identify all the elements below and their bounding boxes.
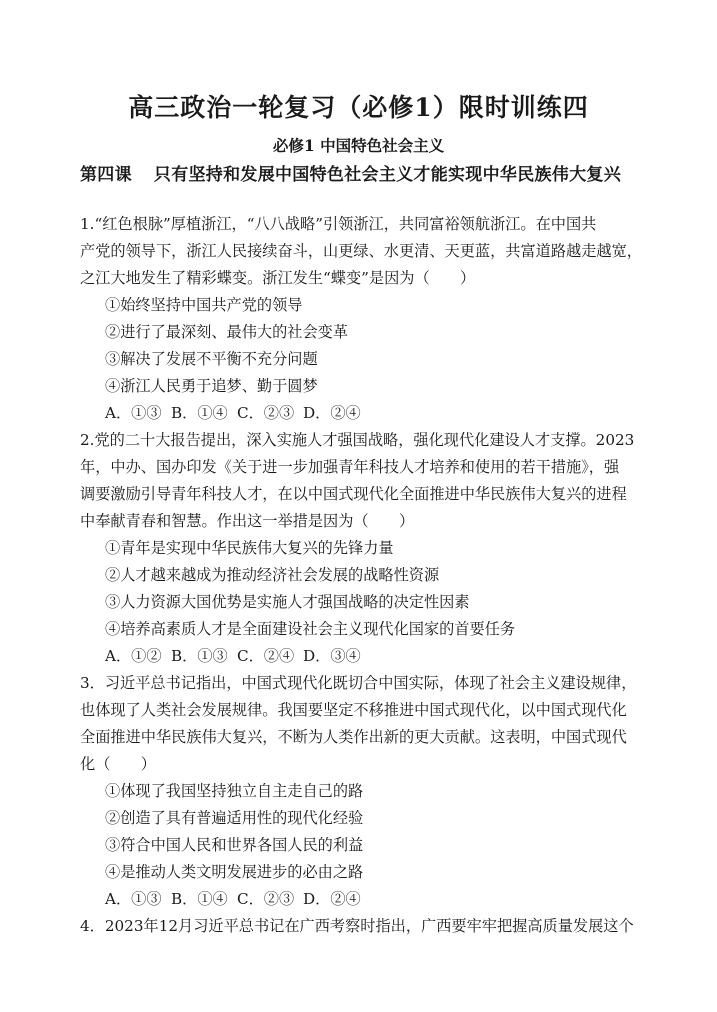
question-3-choices bbox=[105, 889, 369, 909]
question-2-line-3: 调要激励引导青年科技人才，在以中国式现代化全面推进中华民族伟大复兴的进程 bbox=[80, 485, 627, 503]
question-3-line-3: 全面推进中华民族伟大复兴，不断为人类作出新的更大贡献。这表明，中国式现代 bbox=[80, 728, 627, 746]
question-3-option-1: ①体现了我国坚持独立自主走自己的路 bbox=[105, 782, 364, 800]
document-title: 高三政治一轮复习（必修1）限时训练四 bbox=[128, 93, 589, 122]
question-4-line-1: 4．2023年12月习近平总书记在广西考察时指出，广西要牢牢把握高质量发展这个 bbox=[80, 917, 634, 935]
question-1-option-1: ①始终坚持中国共产党的领导 bbox=[105, 296, 303, 314]
document-subtitle: 必修1 中国特色社会主义 bbox=[272, 136, 445, 155]
question-2-line-1: 2.党的二十大报告提出，深入实施人才强国战略，强化现代化建设人才支撑。2023 bbox=[80, 431, 635, 449]
question-2-option-3: ③人力资源大国优势是实施人才强国战略的决定性因素 bbox=[105, 593, 470, 611]
choice-a: A．①③ bbox=[105, 890, 162, 908]
question-2-option-2: ②人才越来越成为推动经济社会发展的战略性资源 bbox=[105, 566, 440, 584]
question-2-choices bbox=[105, 646, 369, 666]
choice-b: B．①③ bbox=[171, 647, 228, 665]
question-1-option-3: ③解决了发展不平衡不充分问题 bbox=[105, 350, 318, 368]
question-3-line-4: 化（ ） bbox=[80, 755, 156, 773]
question-1-option-2: ②进行了最深刻、最伟大的社会变革 bbox=[105, 323, 348, 341]
choice-d: D．③④ bbox=[303, 647, 361, 665]
lesson-heading bbox=[80, 160, 621, 185]
question-2-line-2: 年，中办、国办印发《关于进一步加强青年科技人才培养和使用的若干措施》，强 bbox=[80, 458, 620, 476]
choice-d: D．②④ bbox=[303, 890, 361, 908]
question-3-option-2: ②创造了具有普遍适用性的现代化经验 bbox=[105, 809, 364, 827]
question-2-option-1: ①青年是实现中华民族伟大复兴的先锋力量 bbox=[105, 539, 394, 557]
question-3-line-1: 3．习近平总书记指出，中国式现代化既切合中国实际，体现了社会主义建设规律， bbox=[80, 674, 637, 692]
choice-d: D．②④ bbox=[303, 404, 361, 422]
question-3-option-4: ④是推动人类文明发展进步的必由之路 bbox=[105, 863, 364, 881]
question-1-line-1: 1.“红色根脉”厚植浙江，“八八战略”引领浙江，共同富裕领航浙江。在中国共 bbox=[80, 215, 597, 233]
question-1-line-2: 产党的领导下，浙江人民接续奋斗，山更绿、水更清、天更蓝，共富道路越走越宽， bbox=[80, 242, 642, 260]
lesson-number: 第四课 bbox=[80, 165, 132, 185]
question-1-line-3: 之江大地发生了精彩蝶变。浙江发生“蝶变”是因为（ ） bbox=[80, 269, 476, 287]
question-3-option-3: ③符合中国人民和世界各国人民的利益 bbox=[105, 836, 364, 854]
choice-b: B．①④ bbox=[171, 890, 228, 908]
choice-c: C．②③ bbox=[237, 890, 295, 908]
choice-a: A．①③ bbox=[105, 404, 162, 422]
choice-b: B．①④ bbox=[171, 404, 228, 422]
question-2-line-4: 中奉献青春和智慧。作出这一举措是因为（ ） bbox=[80, 512, 415, 530]
question-3-line-2: 也体现了人类社会发展规律。我国要坚定不移推进中国式现代化，以中国式现代化 bbox=[80, 701, 627, 719]
choice-c: C．②④ bbox=[237, 647, 295, 665]
choice-c: C．②③ bbox=[237, 404, 295, 422]
choice-a: A．①② bbox=[105, 647, 162, 665]
lesson-title: 只有坚持和发展中国特色社会主义才能实现中华民族伟大复兴 bbox=[153, 165, 622, 185]
question-1-choices bbox=[105, 403, 369, 423]
question-2-option-4: ④培养高素质人才是全面建设社会主义现代化国家的首要任务 bbox=[105, 620, 516, 638]
question-1-option-4: ④浙江人民勇于追梦、勤于圆梦 bbox=[105, 377, 318, 395]
